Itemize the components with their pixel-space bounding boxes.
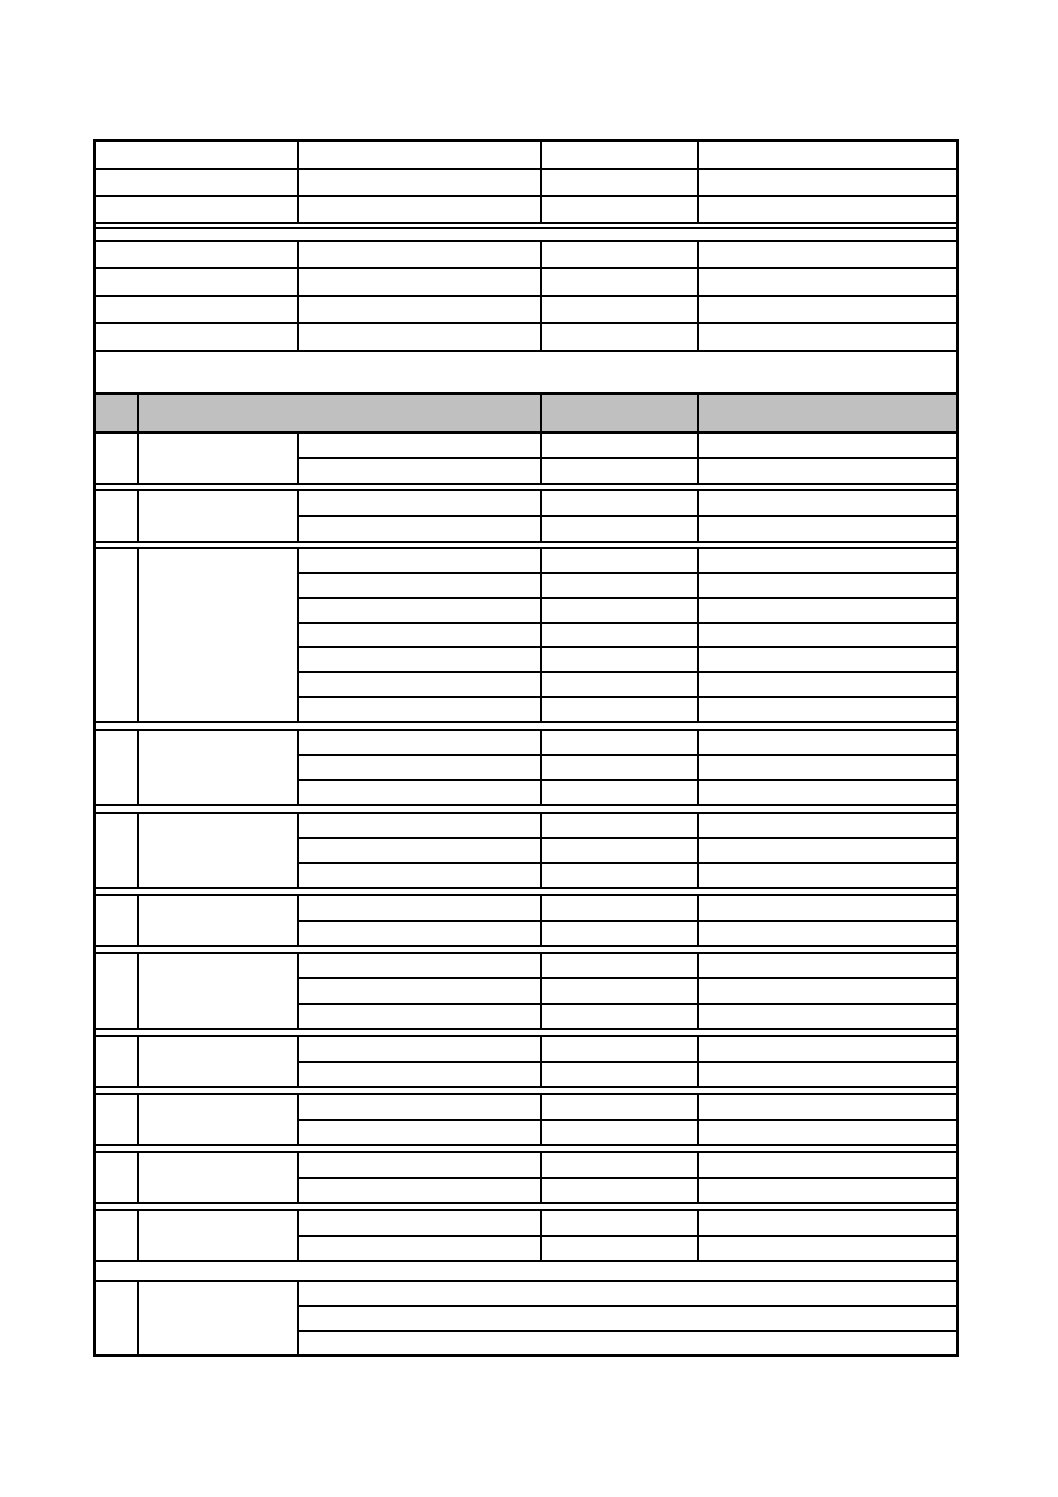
column-divider xyxy=(540,895,542,946)
column-divider xyxy=(540,1210,542,1261)
header-column-divider xyxy=(137,393,139,432)
column-divider xyxy=(137,813,139,888)
group-top xyxy=(95,894,957,896)
column-divider xyxy=(297,1281,299,1356)
header-row xyxy=(96,395,956,431)
row-divider xyxy=(95,350,957,352)
sub-row-divider xyxy=(298,597,957,599)
group-top xyxy=(95,1035,957,1037)
sub-row-divider xyxy=(298,572,957,574)
column-divider xyxy=(297,141,299,223)
frame-right xyxy=(956,139,959,1357)
group-top xyxy=(95,431,957,433)
column-divider xyxy=(137,1036,139,1087)
sub-row-divider xyxy=(298,1235,957,1237)
sub-row-divider xyxy=(298,515,957,517)
group-top xyxy=(95,1280,957,1282)
column-divider xyxy=(137,1094,139,1145)
column-divider xyxy=(540,490,542,542)
column-divider xyxy=(540,1152,542,1203)
row-divider xyxy=(95,195,957,197)
group-top xyxy=(95,489,957,491)
sub-row-divider xyxy=(298,920,957,922)
column-divider xyxy=(297,1210,299,1261)
column-divider xyxy=(297,490,299,542)
column-divider xyxy=(540,1036,542,1087)
column-divider xyxy=(540,241,542,351)
sub-row-divider xyxy=(298,779,957,781)
frame-left xyxy=(93,139,96,1357)
column-divider xyxy=(697,813,699,888)
column-divider xyxy=(137,548,139,722)
column-divider xyxy=(297,548,299,722)
group-top xyxy=(95,729,957,731)
sub-row-divider xyxy=(298,646,957,648)
header-column-divider xyxy=(697,393,699,432)
column-divider xyxy=(297,895,299,946)
section-separator xyxy=(95,227,957,229)
column-divider xyxy=(297,432,299,484)
column-divider xyxy=(540,953,542,1029)
column-divider xyxy=(697,141,699,223)
group-top xyxy=(95,1209,957,1211)
column-divider xyxy=(137,730,139,805)
sub-row-divider xyxy=(298,1119,957,1121)
row-divider xyxy=(95,267,957,269)
column-divider xyxy=(697,1210,699,1261)
group-top xyxy=(95,1151,957,1153)
column-divider xyxy=(137,953,139,1029)
sub-row-divider xyxy=(298,1305,957,1307)
column-divider xyxy=(697,241,699,351)
sub-row-divider xyxy=(298,862,957,864)
column-divider xyxy=(137,490,139,542)
column-divider xyxy=(697,953,699,1029)
sub-row-divider xyxy=(298,1003,957,1005)
sub-row-divider xyxy=(298,837,957,839)
group-bottom xyxy=(95,1144,957,1146)
frame-bottom xyxy=(93,1354,959,1357)
sub-row-divider xyxy=(298,977,957,979)
group-top xyxy=(95,1093,957,1095)
column-divider xyxy=(297,953,299,1029)
column-divider xyxy=(297,1152,299,1203)
group-bottom xyxy=(95,483,957,485)
column-divider xyxy=(540,141,542,223)
column-divider xyxy=(697,1036,699,1087)
column-divider xyxy=(137,1210,139,1261)
group-bottom xyxy=(95,541,957,543)
column-divider xyxy=(540,432,542,484)
row-divider xyxy=(95,222,957,224)
sub-row-divider xyxy=(298,1177,957,1179)
group-bottom xyxy=(95,721,957,723)
sub-row-divider xyxy=(298,1330,957,1332)
sub-row-divider xyxy=(298,457,957,459)
column-divider xyxy=(697,895,699,946)
column-divider xyxy=(297,241,299,351)
group-bottom xyxy=(95,1028,957,1030)
column-divider xyxy=(297,730,299,805)
group-bottom xyxy=(95,804,957,806)
column-divider xyxy=(297,1036,299,1087)
sub-row-divider xyxy=(298,696,957,698)
sub-row-divider xyxy=(298,671,957,673)
sub-row-divider xyxy=(298,622,957,624)
column-divider xyxy=(137,1152,139,1203)
column-divider xyxy=(540,813,542,888)
row-divider xyxy=(95,295,957,297)
group-top xyxy=(95,812,957,814)
column-divider xyxy=(540,1094,542,1145)
column-divider xyxy=(297,813,299,888)
row-divider xyxy=(95,1260,957,1262)
column-divider xyxy=(697,1094,699,1145)
column-divider xyxy=(297,1094,299,1145)
row-divider xyxy=(95,322,957,324)
group-bottom xyxy=(95,945,957,947)
sub-row-divider xyxy=(298,1061,957,1063)
sub-row-divider xyxy=(298,754,957,756)
column-divider xyxy=(697,1152,699,1203)
column-divider xyxy=(137,895,139,946)
frame-top xyxy=(93,139,959,142)
group-bottom xyxy=(95,1202,957,1204)
column-divider xyxy=(137,1281,139,1356)
column-divider xyxy=(540,730,542,805)
column-divider xyxy=(540,548,542,722)
column-divider xyxy=(697,432,699,484)
column-divider xyxy=(137,432,139,484)
column-divider xyxy=(697,548,699,722)
group-bottom xyxy=(95,887,957,889)
group-top xyxy=(95,952,957,954)
group-bottom xyxy=(95,1086,957,1088)
column-divider xyxy=(697,730,699,805)
row-divider xyxy=(95,240,957,242)
group-top xyxy=(95,547,957,549)
column-divider xyxy=(697,490,699,542)
header-column-divider xyxy=(540,393,542,432)
row-divider xyxy=(95,168,957,170)
